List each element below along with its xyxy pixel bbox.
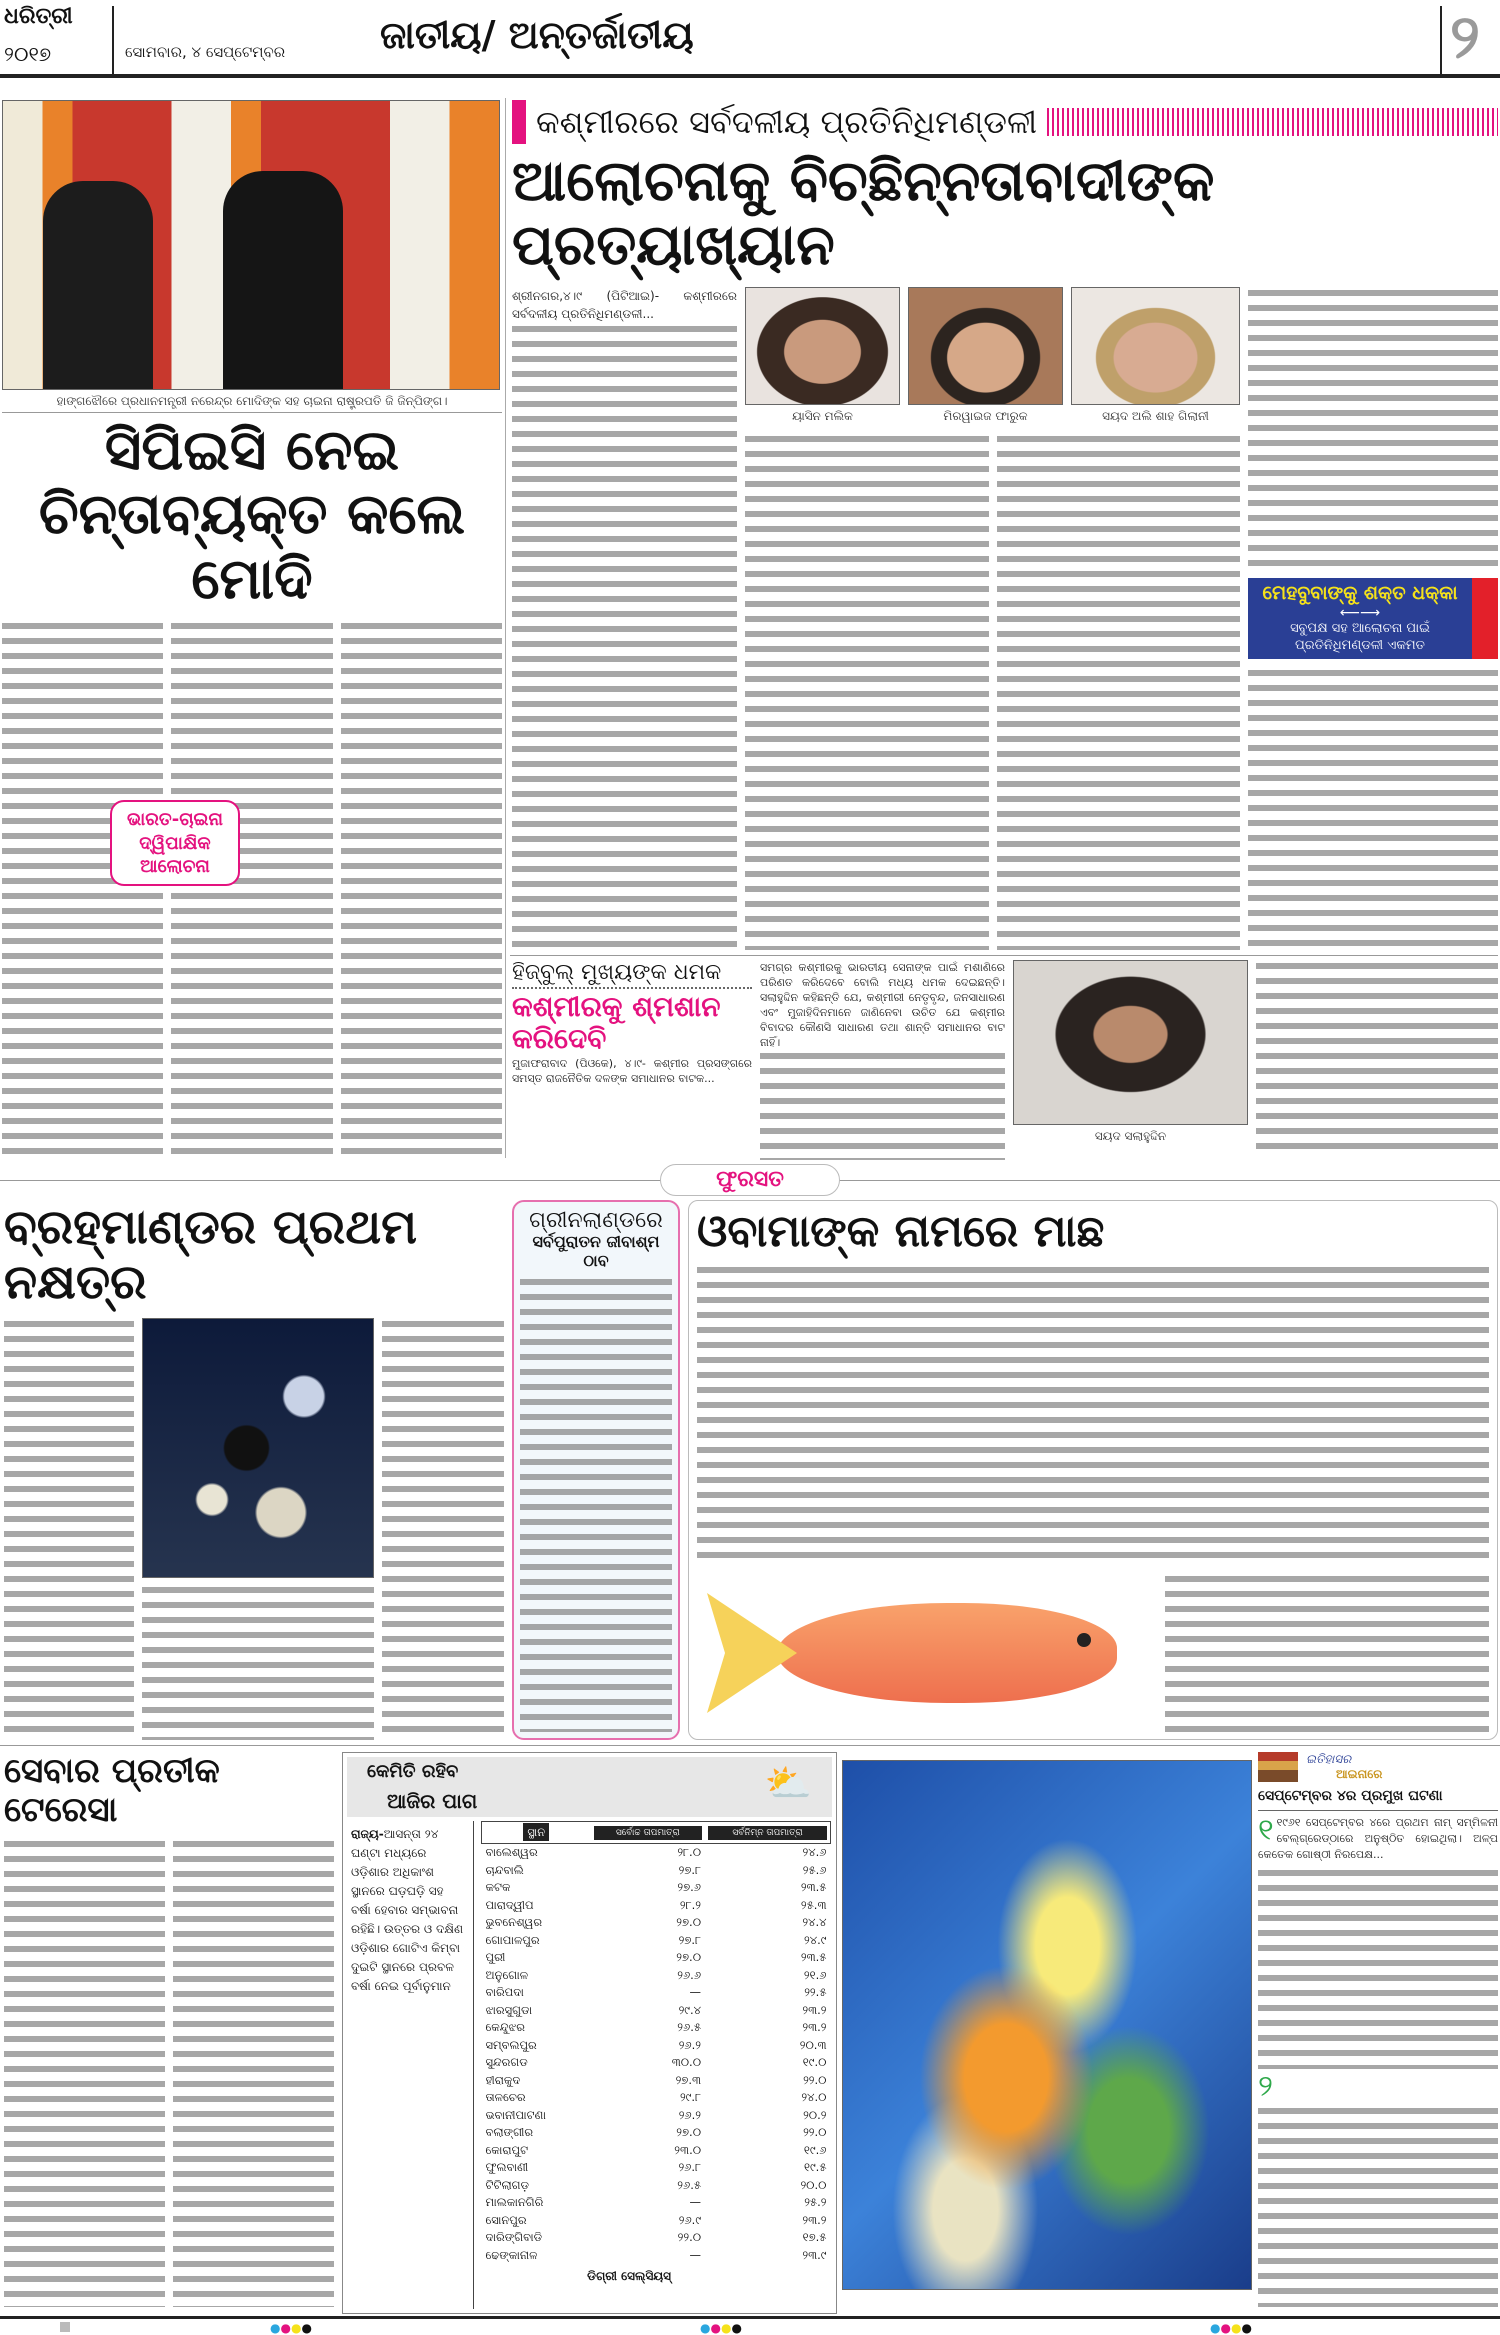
cpec-headline-1: ସିପିଇସି ନେଇ (104, 418, 400, 483)
hizbul-lead: ମୁଜାଫରାବାଦ (ପିଓକେ), ୪।୯- କଶ୍ମୀର ପ୍ରସଙ୍ଗରେ ସମସ୍ତ ରାଜନୈତିକ ଦଳଙ୍କ ସମାଧାନର ବାଟକ... (512, 1056, 752, 1085)
article-body-text (512, 323, 737, 950)
kashmir-kicker: କଶ୍ମୀରରେ ସର୍ବଦଳୀୟ ପ୍ରତିନିଧିମଣ୍ଡଳୀ (536, 102, 1038, 141)
box-subtitle: ସବୁପକ୍ଷ ସହ ଆଲୋଚନା ପାଇଁ ପ୍ରତିନିଧିମଣ୍ଡଳୀ ଏକମତ (1290, 621, 1430, 654)
min-temp: ୨୪.୯ (804, 1932, 827, 1947)
modi-xi-photo (2, 100, 500, 390)
article-body-text (1256, 960, 1498, 1150)
page-number: ୨ (1450, 2, 1480, 72)
article-body-text (341, 620, 502, 1160)
article-body-text (173, 1838, 334, 2307)
min-temp: ୨୫.୩ (800, 1897, 827, 1912)
table-row (482, 1984, 831, 2002)
article-body-text (171, 620, 332, 1160)
article-body-text (697, 1264, 1489, 1567)
station-name: ବାଲେଶ୍ୱର (485, 1845, 538, 1859)
geelani-photo (1071, 287, 1240, 405)
satellite-weather-map (842, 1760, 1252, 2290)
max-temp: ୨୯.୪ (678, 2002, 702, 2017)
fish-image (697, 1573, 1157, 1723)
min-temp: ୨୫.୨ (804, 2195, 827, 2209)
hizbul-story (512, 960, 1498, 1160)
hizbul-kicker: ହିଜ୍‌ବୁଲ୍ ମୁଖ୍ୟଙ୍କ ଧମକ (512, 960, 722, 985)
table-row (482, 1914, 831, 1932)
temperature-table (481, 1821, 831, 2264)
min-temp: ୨୩.୨ (802, 2212, 827, 2227)
article-body-text (382, 1318, 504, 1740)
max-temp: ୨୭.୦ (676, 1950, 702, 1964)
table-row (482, 2159, 831, 2177)
station-name: କେନ୍ଦୁଝର (485, 2020, 525, 2034)
table-row (482, 2194, 831, 2212)
person-silhouette (43, 181, 153, 390)
box-title: ମେହବୁବାଙ୍କୁ ଶକ୍ତ ଧକ୍କା (1262, 581, 1458, 604)
article-body-text (520, 1276, 672, 1732)
table-row (482, 2142, 831, 2160)
min-temp: ୧୯.୫ (803, 2160, 827, 2174)
col-header: ସର୍ବୋଚ୍ଚ ତାପମାତ୍ରା (591, 1822, 705, 1844)
station-name: ଦାରିଙ୍ଗିବାଡି (485, 2230, 543, 2244)
weather-title-bar (347, 1757, 832, 1817)
max-temp: ୨୭.୦ (676, 1915, 702, 1929)
red-strip (1472, 578, 1498, 660)
min-temp: ୨୨.୫ (804, 1985, 827, 1999)
station-name: ମାଲକାନଗିରି (485, 2195, 544, 2209)
station-name: ବଲାଙ୍ଗୀର (485, 2125, 534, 2139)
min-temp: ୨୩.୯ (802, 2247, 827, 2262)
max-temp: ୩୦.୦ (671, 2055, 702, 2069)
min-temp: ୨୨.୦ (803, 2125, 827, 2139)
max-temp: ୨୬.୨ (678, 2037, 702, 2052)
photo-caption: ସୟଦ ଅଲି ଶାହ ଗିଲାନୀ (1102, 408, 1209, 423)
max-temp: ୨୮.୨ (679, 1897, 702, 1912)
mehbooba-box (1248, 578, 1472, 660)
min-temp: ୨୫.୬ (802, 1862, 827, 1877)
min-temp: ୨୪.୬ (802, 1845, 827, 1859)
article-body-text (1258, 2105, 1498, 2307)
table-row (482, 2002, 831, 2020)
max-temp: ୨୬.୫ (677, 2020, 702, 2034)
max-temp: ୨୬.୯ (678, 2212, 702, 2227)
table-row (482, 2212, 831, 2230)
station-name: ଅନୁଗୋଳ (485, 1967, 529, 1982)
teresa-headline: ସେବାର ପ୍ରତୀକ ଟେରେସା (4, 1751, 220, 1831)
min-temp: ୧୯.୬ (803, 2142, 827, 2157)
min-temp: ୨୩.୨ (802, 2020, 827, 2034)
kicker-bar (512, 100, 526, 144)
mirwaiz-photo (908, 287, 1063, 405)
station-name: ସୁନ୍ଦରଗଡ (485, 2055, 528, 2069)
table-row (482, 1862, 831, 1880)
article-body-text (1165, 1573, 1489, 1733)
history-label-bottom: ଆଇନାରେ (1336, 1767, 1383, 1781)
col-header: ସର୍ବନିମ୍ନ ତାପମାତ୍ରା (705, 1822, 830, 1844)
col-header: ସ୍ଥାନ (482, 1822, 591, 1844)
article-body-text (1258, 1867, 1498, 2069)
station-name: ଚାନ୍ଦବାଲି (485, 1862, 524, 1877)
min-temp: ୧୯.୦ (802, 2055, 827, 2069)
person-silhouette (223, 171, 343, 390)
kashmir-lead: ଶ୍ରୀନଗର,୪।୯ (ପିଟିଆଇ)- କଶ୍ମୀରରେ ସର୍ବଦଳୀୟ ପ୍ରତିନିଧିମଣ୍ଡଳୀ... (512, 288, 737, 321)
min-temp: ୨୪.୦ (801, 2090, 827, 2104)
table-row (482, 1879, 831, 1897)
history-label-top: ଇତିହାସର (1306, 1752, 1352, 1766)
min-temp: ୨୦.୨ (803, 2107, 827, 2122)
history-item: ୧ ୧୯୬୧ ସେପ୍ଟେମ୍ବର ୪ରେ ପ୍ରଥମ ନାମ୍ ସମ୍ମିଳନୀ ବେଲ୍‌ଗ୍ରେଡ୍‌ଠାରେ ଅନୁଷ୍ଠିତ ହୋଇଥିଲା। ଅଳ୍ପ କେତେକ ଗୋଷ୍ଠୀ ନିରପେକ୍ଷ... (1258, 1813, 1498, 1861)
station-name: ଭୁବନେଶ୍ୱର (485, 1915, 543, 1929)
article-body-text (745, 433, 989, 950)
table-row (482, 1967, 831, 1985)
max-temp: ୨୩.୦ (674, 2142, 702, 2157)
article-body-text (997, 433, 1241, 950)
green-numeral: ୨ (1258, 2069, 1273, 2104)
hizbul-headline: କଶ୍ମୀରକୁ ଶ୍ମଶାନ କରିଦେବି (512, 990, 721, 1056)
weather-title-2: ଆଜିର ପାଗ (387, 1789, 478, 1813)
greenland-box (512, 1200, 680, 1740)
min-temp: ୨୩.୫ (800, 1880, 827, 1894)
forecast-text (351, 1825, 466, 1996)
table-row (482, 2229, 831, 2247)
station-name: ଟିଟିଲାଗଡ଼ (485, 2177, 530, 2192)
issue-date: ସୋମବାର, ୪ ସେପ୍ଟେମ୍ବର (125, 43, 286, 61)
max-temp: ୨୨.୦ (677, 2230, 702, 2244)
cpec-headline-2: ଚିନ୍ତାବ୍ୟକ୍ତ କଲେ ମୋଦି (38, 482, 466, 612)
max-temp: — (689, 2195, 702, 2209)
min-temp: ୨୪.୪ (802, 1915, 827, 1929)
double-arrow-icon: ⟵⟶ (1339, 605, 1381, 622)
history-headline: ସେପ୍ଟେମ୍ବର ୪ର ପ୍ରମୁଖ ଘଟଣା (1258, 1786, 1498, 1811)
inset-box: ଭାରତ-ଚାଇନା ଦ୍ୱିପାକ୍ଷିକ ଆଲୋଚନା (110, 800, 240, 886)
decorative-stripes (1047, 108, 1498, 136)
table-row (482, 2019, 831, 2037)
article-body-text (2, 620, 163, 1160)
forecast-body: ଆସନ୍ତା ୨୪ ଘଣ୍ଟା ମଧ୍ୟରେ ଓଡ଼ିଶାର ଅଧିକାଂଶ ସ୍ଥାନରେ ଘଡ଼ଘଡ଼ି ସହ ବର୍ଷା ହେବାର ସମ୍ଭାବନା ରହିଛି। ଉତ୍ତର ଓ ଦକ୍ଷିଣ ଓଡ଼ିଶାର ଗୋଟିଏ କିମ୍ବା ଦୁଇଟି ସ୍ଥାନରେ ପ୍ରବଳ ବର୍ଷା ନେଇ ପୂର୍ବାନୁମାନ (351, 1827, 464, 1993)
photo-caption: ହାଙ୍ଗଝୌରେ ପ୍ରଧାନମନ୍ତ୍ରୀ ନରେନ୍ଦ୍ର ମୋଦିଙ୍କ ସହ ଚାଇନା ରାଷ୍ଟ୍ରପତି ଜି ଜିନ୍‌ପିଙ୍ଗ। (2, 390, 502, 413)
salahuddin-photo (1013, 960, 1248, 1125)
max-temp: ୨୭.୬ (677, 1880, 702, 1894)
greenland-headline-1: ଗ୍ରୀନଲାଣ୍ଡରେ (529, 1208, 663, 1233)
greenland-headline-2: ସର୍ବପୁରାତନ ଜୀବାଶ୍ମ ଠାବ (532, 1232, 660, 1270)
yasin-malik-photo (745, 287, 900, 405)
table-row (482, 2054, 831, 2072)
table-row (482, 2089, 831, 2107)
banner-label: ଫୁରସତ (660, 1164, 840, 1196)
station-name: ଗୋପାଳପୁର (485, 1932, 540, 1947)
registration-marks: ●●●● ●●●● ●●●● (0, 2322, 1500, 2335)
masthead (0, 0, 1500, 78)
station-name: କଟକ (485, 1880, 511, 1894)
table-row (482, 1949, 831, 1967)
table-row (482, 1844, 831, 1862)
paper-name: ଧରିତ୍ରୀ (4, 4, 73, 29)
weather-title-1: କେମିତି ରହିବ (367, 1761, 459, 1782)
station-name: ପାରାଦ୍ୱୀପ (485, 1897, 534, 1912)
station-name: ସୋନପୁର (485, 2212, 527, 2227)
max-temp: ୨୭.୩ (675, 2072, 702, 2087)
min-temp: ୨୦.୩ (799, 2037, 827, 2052)
station-name: ବାରିପଦା (485, 1985, 524, 1999)
cpec-story (2, 100, 502, 1160)
weather-panel (342, 1752, 837, 2314)
min-temp: ୧୭.୫ (802, 2230, 827, 2244)
station-name: ଝାରସୁଗୁଡା (485, 2002, 533, 2017)
station-name: ଭବାନୀପାଟଣା (485, 2107, 546, 2122)
min-temp: ୨୦.୦ (800, 2177, 827, 2192)
table-row (482, 1932, 831, 1950)
paper-year: ୨୦୧୭ (4, 42, 52, 66)
station-name: ପୁରୀ (485, 1950, 506, 1964)
max-temp: ୨୮.୦ (677, 1845, 702, 1859)
history-story (1258, 1752, 1498, 2307)
table-row (482, 2107, 831, 2125)
min-temp: ୨୧.୬ (803, 1967, 827, 1982)
station-name: ତାଳଚେର (485, 2090, 526, 2104)
table-row (482, 2177, 831, 2195)
max-temp: ୨୬.୬ (677, 1967, 702, 1982)
table-row (482, 2247, 831, 2265)
article-body-text (1248, 667, 1498, 950)
max-temp: ୨୭.୦ (676, 2125, 702, 2139)
station-name: ଫୁଲବାଣୀ (485, 2160, 529, 2174)
article-body-text (4, 1838, 165, 2307)
table-row (482, 1897, 831, 1915)
star-headline: ବ୍ରହ୍ମାଣ୍ଡର ପ୍ରଥମ ନକ୍ଷତ୍ର (4, 1199, 417, 1311)
kashmir-headline: ଆଲୋଚନାକୁ ବିଚ୍ଛିନ୍ନତାବାଦୀଙ୍କ ପ୍ରତ୍ୟାଖ୍ୟାନ (512, 149, 1215, 279)
article-body-text (760, 1050, 1005, 1160)
max-temp: ୨୬.୮ (678, 2160, 702, 2174)
section-title: ଜାତୀୟ/ ଅନ୍ତର୍ଜାତୀୟ (380, 13, 694, 57)
green-numeral: ୧ (1258, 1813, 1274, 1848)
first-stars-image (142, 1318, 374, 1578)
max-temp: ୨୭.୮ (678, 1932, 702, 1947)
min-temp: ୨୨.୦ (803, 2072, 827, 2087)
photo-caption: ମିରୱାଇଜ ଫାରୁକ (943, 408, 1028, 423)
max-temp: ୨୬.୫ (677, 2177, 702, 2192)
station-name: କୋରାପୁଟ (485, 2142, 529, 2157)
table-row (482, 2037, 831, 2055)
max-temp: — (689, 1985, 702, 1999)
obama-headline: ଓବାମାଙ୍କ ନାମରେ ମାଛ (697, 1206, 1105, 1257)
kashmir-story (512, 100, 1498, 950)
article-body-text (142, 1584, 374, 1740)
sun-cloud-icon: ⛅ (764, 1761, 812, 1805)
max-temp: ୨୯.୮ (679, 2090, 702, 2104)
max-temp: ୨୭.୮ (678, 1862, 702, 1877)
station-name: ସମ୍ବଲପୁର (485, 2037, 537, 2052)
article-body-text (1248, 287, 1498, 570)
photo-caption: ୟାସିନ ମଲିକ (792, 408, 853, 423)
article-body-text (4, 1318, 134, 1740)
min-temp: ୨୩.୨ (802, 2002, 827, 2017)
station-name: ଢେଙ୍କାନାଳ (485, 2247, 538, 2262)
table-row (482, 2124, 831, 2142)
max-temp: ୨୬.୨ (678, 2107, 702, 2122)
obama-box (688, 1200, 1498, 1740)
unit-label: ଡିଗ୍ରୀ ସେଲ୍‌ସିୟସ୍ (587, 2269, 671, 2283)
photo-caption: ସୟଦ ସଲାହୁଦ୍ଦିନ (1094, 1129, 1167, 1143)
min-temp: ୨୩.୫ (800, 1950, 827, 1964)
hizbul-text: ସମଗ୍ର କଶ୍ମୀରକୁ ଭାରତୀୟ ସେନାଙ୍କ ପାଇଁ ମଶାଣିରେ ପରିଣତ କରିଦେବେ ବୋଲି ମଧ୍ୟ ଧମକ ଦେଇଛନ୍ତି। ସଲାହୁଦ୍ଦିନ କହିଛନ୍ତି ଯେ, କଶ୍ମୀରୀ ନେତୃବୃନ୍ଦ, ଜନସାଧାରଣ ଏବଂ ମୁଜାହିଦିନମାନେ ଜାଣିନେବା ଉଚିତ ଯେ କଶ୍ମୀର ବିବାଦର କୌଣସି ସାଧାରଣ ତଥା ଶାନ୍ତି ସମାଧାନର ବାଟ ନାହିଁ। (760, 961, 1005, 1049)
teresa-story (4, 1752, 334, 2307)
max-temp: — (689, 2247, 702, 2262)
table-row (482, 2072, 831, 2090)
books-icon (1258, 1752, 1298, 1782)
station-name: ହୀରାକୁଦ (485, 2072, 521, 2087)
forecast-label: ରାଜ୍ୟ- (351, 1827, 384, 1841)
star-story (4, 1200, 504, 1740)
